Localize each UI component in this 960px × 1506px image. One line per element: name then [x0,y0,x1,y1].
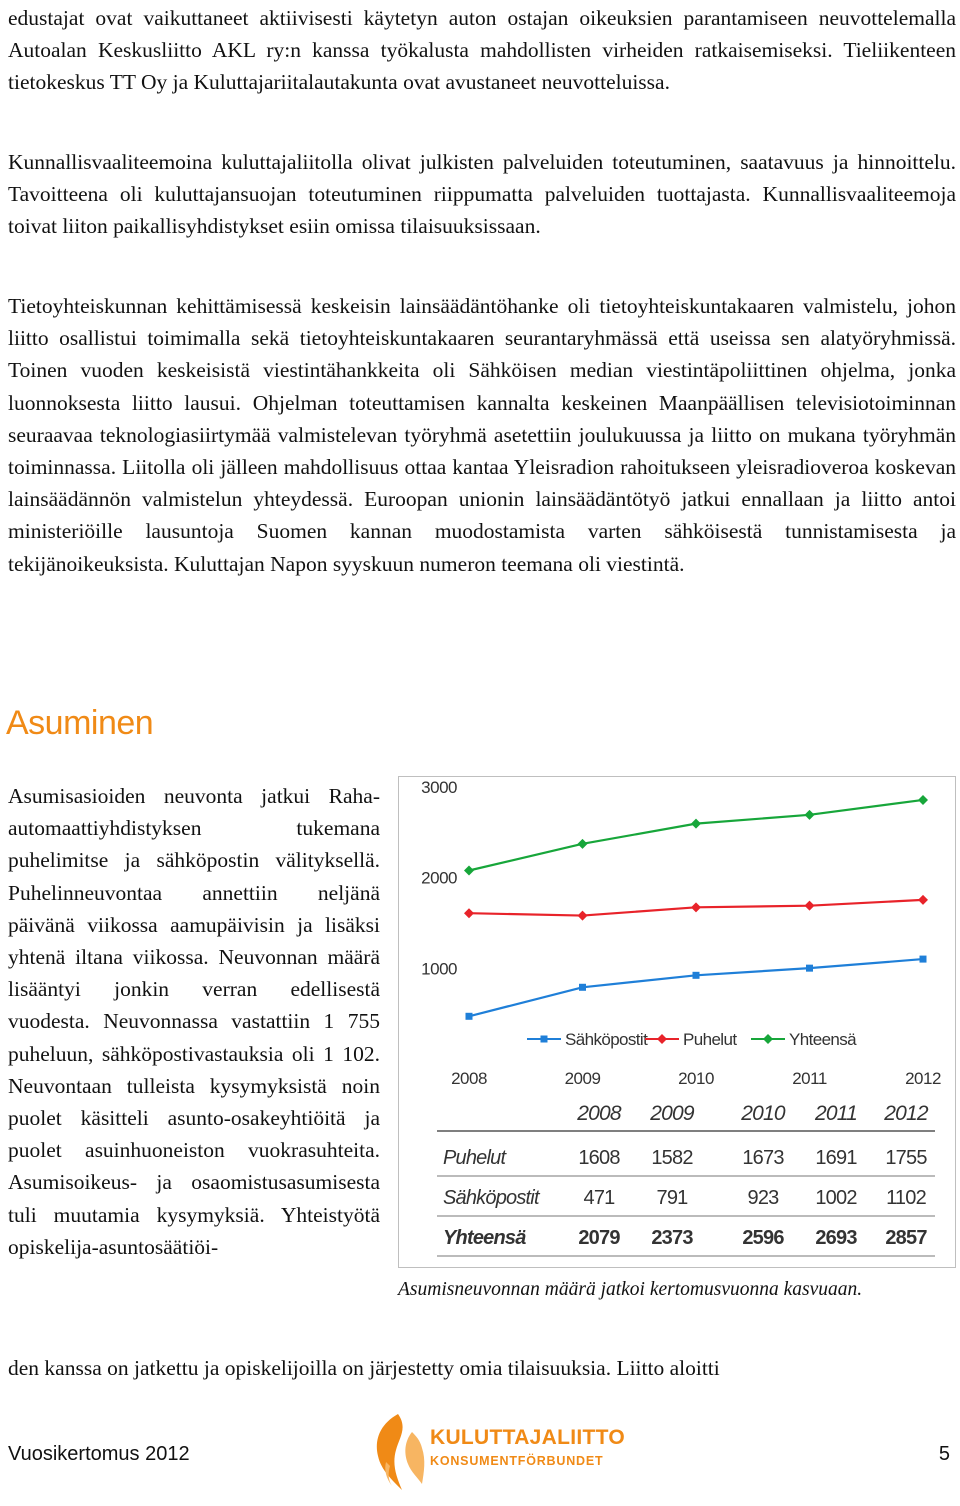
table-header: 2012 [884,1102,928,1125]
legend-marker [763,1034,773,1044]
table-header: 2010 [741,1102,785,1125]
table-row-label: Yhteensä [443,1227,526,1249]
logo-mark-icon [368,1410,428,1496]
data-point [693,972,700,979]
data-point [578,911,588,921]
y-tick-label: 3000 [421,778,457,797]
series-line [469,800,923,871]
table-cell: 1755 [885,1147,927,1169]
x-tick-label: 2008 [451,1069,487,1088]
table-row-label: Puhelut [443,1147,506,1169]
table-cell: 2596 [742,1227,784,1249]
legend-marker [657,1034,667,1044]
y-tick-label: 2000 [421,868,457,888]
y-tick-label: 1000 [421,959,457,979]
data-point [918,895,928,905]
table-cell: 1582 [651,1147,693,1169]
x-tick-label: 2010 [678,1069,714,1088]
table-cell: 2857 [885,1227,927,1249]
data-point [464,908,474,918]
data-point [918,795,928,805]
table-cell: 1691 [815,1147,857,1169]
logo-subtitle: KONSUMENTFÖRBUNDET [430,1454,604,1468]
table-header: 2011 [815,1102,857,1125]
data-point [920,956,927,963]
series-line [469,959,923,1016]
data-point [579,984,586,991]
table-cell: 2693 [815,1227,857,1249]
table-cell: 1102 [886,1187,926,1209]
legend-marker [541,1036,548,1043]
page-number: 5 [938,1443,950,1465]
data-point [805,810,815,820]
x-tick-label: 2012 [905,1069,941,1088]
table-header: 2008 [577,1102,621,1125]
table-cell: 1002 [815,1187,857,1209]
data-point [578,839,588,849]
paragraph-car-buyer-rights: edustajat ovat vaikuttaneet aktiivisesti käytetyn auton ostajan oikeuksien parantamiseen neuvottelemalla Autoalan Keskusliitto AKL ry:n kanssa työkalusta mahdollisten virheiden ratkaisemiseksi. Tieliikenteen tietokeskus TT Oy ja Kuluttajariitalautakunta ovat avustaneet neuvotteluissa. [8,6,956,95]
housing-text-continuation: den kanssa on jatkettu ja opiskelijoilla on järjestetty omia tilaisuuksia. Liitto aloitti [8,1356,720,1380]
line-chart-and-table [399,777,955,1267]
legend-label: Sähköpostit [565,1030,648,1049]
paragraph-information-society: Tietoyhteiskunnan kehittämisessä keskeisin lainsäädäntöhanke oli tietoyhteiskuntakaaren valmistelu, johon liitto osallistui toimimalla sekä tietoyhteiskuntakaaren seurantaryhmässä että useissa sen alatyöryhmissä. Toinen vuoden keskeisistä viestintähankkeita oli Sähköisen median viestintäpoliittinen ohjelma, jonka luonnoksesta liitto lausui. Ohjelman toteuttamisen kannalta keskeinen Maanpäällisen televisiotoiminnan seuraavaa teknologiasiirtymää valmistelevan työryhmä asetettiin joulukuussa ja liitto on mukana työryhmän toiminnassa. Liitolla oli jälleen mahdollisuus ottaa kantaa Yleisradion rahoitukseen yleisradioveroa koskevan lainsäädännön valmistelun yhteydessä. Euroopan unionin lainsäädäntötyö jatkui ennallaan ja liitto antoi ministeriöille lausuntoja Suomen kannan muodostamista varten sähköisestä tunnistamisesta ja tekijänoikeuksista. Kuluttajan Napon syyskuun numeron teemana oli viestintä. [8,294,956,576]
data-point [691,902,701,912]
table-cell: 471 [583,1187,615,1209]
legend-label: Yhteensä [789,1030,857,1049]
kuluttajaliitto-logo [368,1410,626,1496]
chart-caption: Asumisneuvonnan määrä jatkoi kertomusvuonna kasvuaan. [398,1279,863,1300]
table-cell: 1608 [578,1147,620,1169]
x-tick-label: 2011 [792,1069,827,1088]
housing-advice-text: Asumisasioiden neuvonta jatkui Raha-automaattiyhdistyksen tukemana puhelimitse ja sähköpostin välityksellä. Puhelinneuvontaa annettiin neljänä päivänä viikossa aamupäivisin ja lisäksi yhtenä iltana viikossa. Neuvonnan määrä lisääntyi jonkin verran edellisestä vuodesta. Neuvonnassa vastattiin 1 755 puheluun, sähköpostivastauksia oli 1 102. Neuvontaan tulleista kysymyksistä noin puolet käsitteli asunto-osakeyhtiöitä ja puolet asuinhuoneiston vuokrasuhteita. Asumisoikeus- ja osaomistusasumisesta tuli muutamia kysymyksiä. Yhteistyötä opiskelija-asuntosäätiöi- [8,784,380,1259]
data-point [464,866,474,876]
paragraph-municipal-elections: Kunnallisvaaliteemoina kuluttajaliitolla olivat julkisten palveluiden toteutuminen, saatavuus ja hinnoittelu. Tavoitteena oli kuluttajansuojan toteutuminen riippumatta palveluiden tuottajasta. Kunnallisvaaliteemoja toivat liiton paikallisyhdistykset esiin omissa tilaisuuksissaan. [8,150,956,239]
legend-label: Puhelut [683,1030,737,1049]
table-header: 2009 [650,1102,694,1125]
data-point [466,1013,473,1020]
table-cell: 1673 [742,1147,784,1169]
table-cell: 791 [656,1187,688,1209]
logo-name: KULUTTAJALIITTO [430,1426,626,1449]
data-point [806,965,813,972]
table-cell: 923 [747,1187,779,1209]
data-point [691,819,701,829]
table-row-label: Sähköpostit [443,1187,539,1209]
table-cell: 2079 [578,1227,620,1249]
footer-report-title: Vuosikertomus 2012 [8,1443,190,1465]
x-tick-label: 2009 [564,1069,601,1088]
housing-advice-chart [398,776,956,1268]
table-cell: 2373 [651,1227,693,1249]
section-heading-asuminen: Asuminen [6,704,154,742]
data-point [805,901,815,911]
